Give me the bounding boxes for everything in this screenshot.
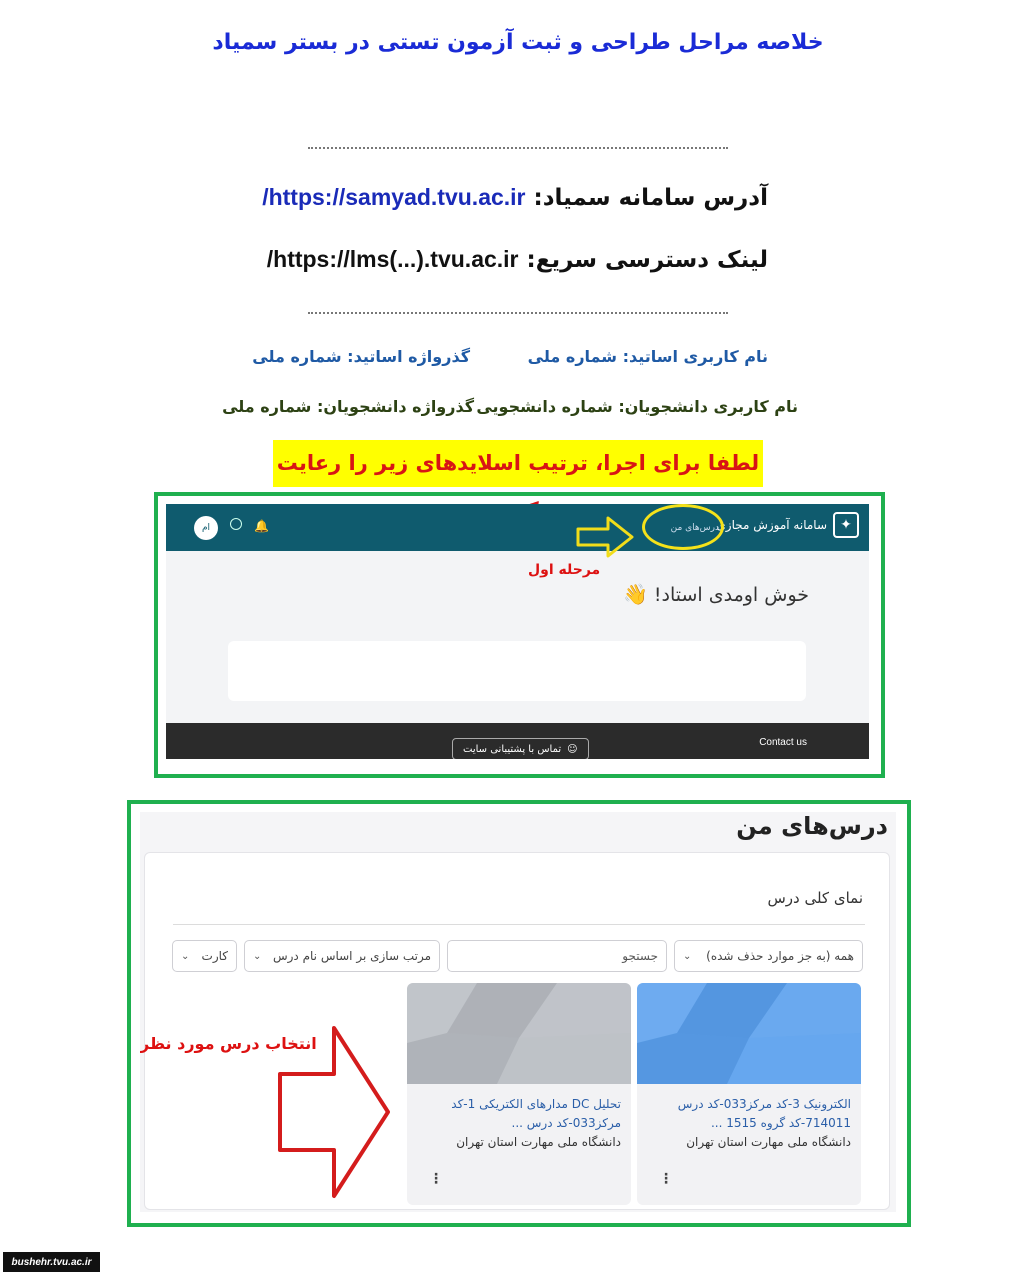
select-course-label: انتخاب درس مورد نظر bbox=[140, 1034, 317, 1053]
contact-us-link[interactable]: Contact us bbox=[759, 737, 807, 748]
my-courses-screenshot bbox=[140, 812, 896, 1212]
chevron-down-icon: ⌄ bbox=[683, 950, 692, 962]
search-placeholder: جستجو bbox=[622, 949, 658, 963]
dotted-divider-bottom bbox=[308, 312, 728, 314]
overview-divider bbox=[173, 924, 865, 925]
chevron-down-icon: ⌄ bbox=[181, 950, 190, 962]
professor-password: گذرواژه اساتید: شماره ملی bbox=[252, 347, 470, 366]
instruction-banner: لطفا برای اجرا، ترتیب اسلایدهای زیر را رعایت bbox=[273, 440, 763, 487]
site-address-link[interactable]: https://samyad.tvu.ac.ir/ bbox=[262, 184, 526, 210]
search-input[interactable] bbox=[447, 940, 667, 972]
course-card[interactable] bbox=[637, 983, 861, 1205]
more-options-icon[interactable]: ⋮ bbox=[659, 1171, 673, 1187]
nav-my-courses-link[interactable]: درس‌های من bbox=[670, 523, 719, 533]
dotted-divider-top bbox=[308, 147, 728, 149]
quick-link-row bbox=[255, 246, 768, 273]
course-overview-card bbox=[144, 852, 890, 1210]
professor-username: نام کاربری اساتید: شماره ملی bbox=[527, 347, 768, 366]
student-password: گذرواژه دانشجویان: شماره ملی bbox=[222, 397, 474, 416]
lms-logo[interactable] bbox=[716, 512, 859, 538]
chat-icon[interactable] bbox=[230, 518, 242, 530]
support-icon: ☺ bbox=[567, 743, 578, 755]
view-select[interactable] bbox=[172, 940, 237, 972]
contact-support-button[interactable] bbox=[452, 738, 589, 759]
course-overview-label: نمای کلی درس bbox=[767, 889, 863, 907]
support-button-label: تماس با پشتیبانی سایت bbox=[463, 743, 562, 755]
document-title: خلاصه مراحل طراحی و ثبت آزمون تستی در بستر سمیاد bbox=[212, 30, 824, 55]
lms-logo-text: سامانه آموزش مجازی bbox=[716, 518, 827, 532]
sort-select-value: مرتب سازی بر اساس نام درس bbox=[272, 949, 431, 963]
site-address-row bbox=[250, 184, 768, 211]
quick-link-url[interactable]: https://lms(...).tvu.ac.ir/ bbox=[266, 246, 519, 272]
more-options-icon[interactable]: ⋮ bbox=[429, 1171, 443, 1187]
filter-select[interactable] bbox=[674, 940, 863, 972]
course-title-link[interactable]: الکترونیک 3-کد مرکز033-کد درس 714011-کد گروه 1515 ... bbox=[677, 1097, 851, 1130]
step1-arrow-icon bbox=[576, 516, 634, 558]
quick-link-label: لینک دسترسی سریع: bbox=[526, 247, 768, 273]
highlight-ellipse bbox=[642, 504, 724, 550]
step1-label: مرحله اول bbox=[528, 562, 601, 578]
course-thumbnail bbox=[637, 983, 861, 1084]
welcome-message bbox=[619, 582, 809, 606]
lms-dashboard-screenshot bbox=[166, 504, 869, 759]
welcome-text: خوش اومدی استاد! bbox=[653, 584, 809, 606]
lms-footer bbox=[166, 723, 869, 759]
student-username: نام کاربری دانشجویان: شماره دانشجویی bbox=[476, 397, 798, 416]
course-university: دانشگاه ملی مهارت استان تهران bbox=[456, 1135, 621, 1149]
bell-icon[interactable]: 🔔 bbox=[254, 519, 269, 533]
chevron-down-icon: ⌄ bbox=[253, 950, 262, 962]
view-select-value: کارت bbox=[201, 949, 228, 963]
select-course-arrow-icon bbox=[274, 1024, 392, 1200]
waving-hand-icon: 👋 bbox=[622, 582, 648, 606]
content-card bbox=[228, 641, 806, 701]
course-thumbnail bbox=[407, 983, 631, 1084]
site-address-label: آدرس سامانه سمیاد: bbox=[533, 185, 768, 211]
course-card[interactable] bbox=[407, 983, 631, 1205]
course-title-link[interactable]: تحلیل DC مدارهای الکتریکی 1-کد مرکز033-کد درس ... bbox=[451, 1097, 621, 1130]
site-watermark: bushehr.tvu.ac.ir bbox=[3, 1252, 100, 1272]
university-emblem-icon: ✦ bbox=[833, 512, 859, 538]
avatar[interactable]: ام bbox=[194, 516, 218, 540]
filter-select-value: همه (به جز موارد حذف شده) bbox=[706, 949, 854, 963]
my-courses-heading: درس‌های من bbox=[736, 812, 888, 840]
sort-select[interactable] bbox=[244, 940, 440, 972]
course-university: دانشگاه ملی مهارت استان تهران bbox=[686, 1135, 851, 1149]
